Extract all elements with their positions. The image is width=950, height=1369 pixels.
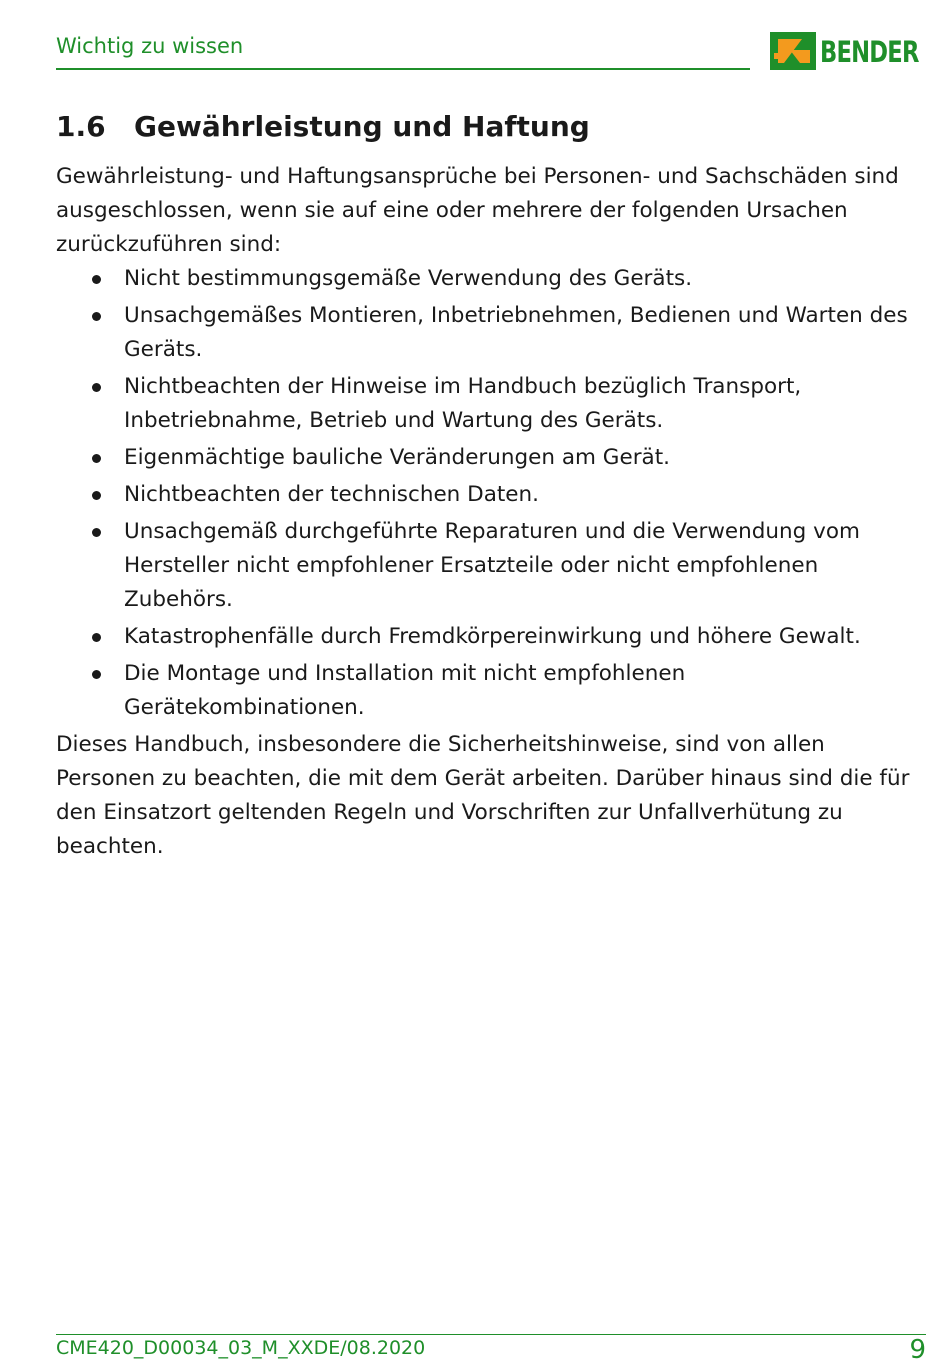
list-item: Unsachgemäßes Montieren, Inbetriebnehmen, Bedienen und Warten des Geräts.	[92, 299, 926, 367]
list-item: Die Montage und Installation mit nicht empfohlenen Gerätekombinationen.	[92, 657, 926, 725]
bullet-icon	[92, 312, 101, 321]
bullet-icon	[92, 528, 101, 537]
page-number: 9	[909, 1335, 926, 1365]
closing-paragraph: Dieses Handbuch, insbesondere die Sicherheitshinweise, sind von allen Personen zu beachten, die mit dem Gerät arbeiten. Darüber hinaus sind die für den Einsatzort geltenden Regeln und Vorschriften zur Unfallverhütung zu beachten.	[56, 732, 910, 859]
bullet-icon	[92, 275, 101, 284]
page-footer	[56, 1334, 926, 1367]
bullet-icon	[92, 670, 101, 679]
list-item: Nichtbeachten der technischen Daten.	[92, 478, 926, 512]
header-title: Wichtig zu wissen	[56, 34, 244, 58]
bullet-icon	[92, 383, 101, 392]
list-item: Katastrophenfälle durch Fremdkörpereinwirkung und höhere Gewalt.	[92, 620, 926, 654]
page-header	[56, 30, 750, 70]
list-item: Nicht bestimmungsgemäße Verwendung des Geräts.	[92, 262, 926, 296]
bullet-icon	[92, 454, 101, 463]
list-item: Eigenmächtige bauliche Veränderungen am Gerät.	[92, 441, 926, 475]
bullet-icon	[92, 491, 101, 500]
cause-list	[56, 262, 926, 725]
bender-logo	[770, 32, 930, 72]
section-heading	[56, 106, 926, 148]
bender-logo-icon	[770, 32, 816, 70]
list-item: Unsachgemäß durchgeführte Reparaturen und die Verwendung vom Hersteller nicht empfohlener Ersatzteile oder nicht empfohlenen Zubehörs.	[92, 515, 926, 617]
list-item: Nichtbeachten der Hinweise im Handbuch bezüglich Transport, Inbetriebnahme, Betrieb und Wartung des Geräts.	[92, 370, 926, 438]
section-title: Gewährleistung und Haftung	[134, 110, 590, 143]
logo-wordmark: BENDER	[820, 35, 919, 69]
bullet-icon	[92, 633, 101, 642]
document-id: CME420_D00034_03_M_XXDE/08.2020	[56, 1337, 426, 1359]
main-content	[56, 106, 926, 864]
section-number: 1.6	[56, 110, 106, 143]
intro-paragraph: Gewährleistung- und Haftungsansprüche bei Personen- und Sachschäden sind ausgeschlossen, wenn sie auf eine oder mehrere der folgenden Ursachen zurückzuführen sind:	[56, 164, 899, 257]
